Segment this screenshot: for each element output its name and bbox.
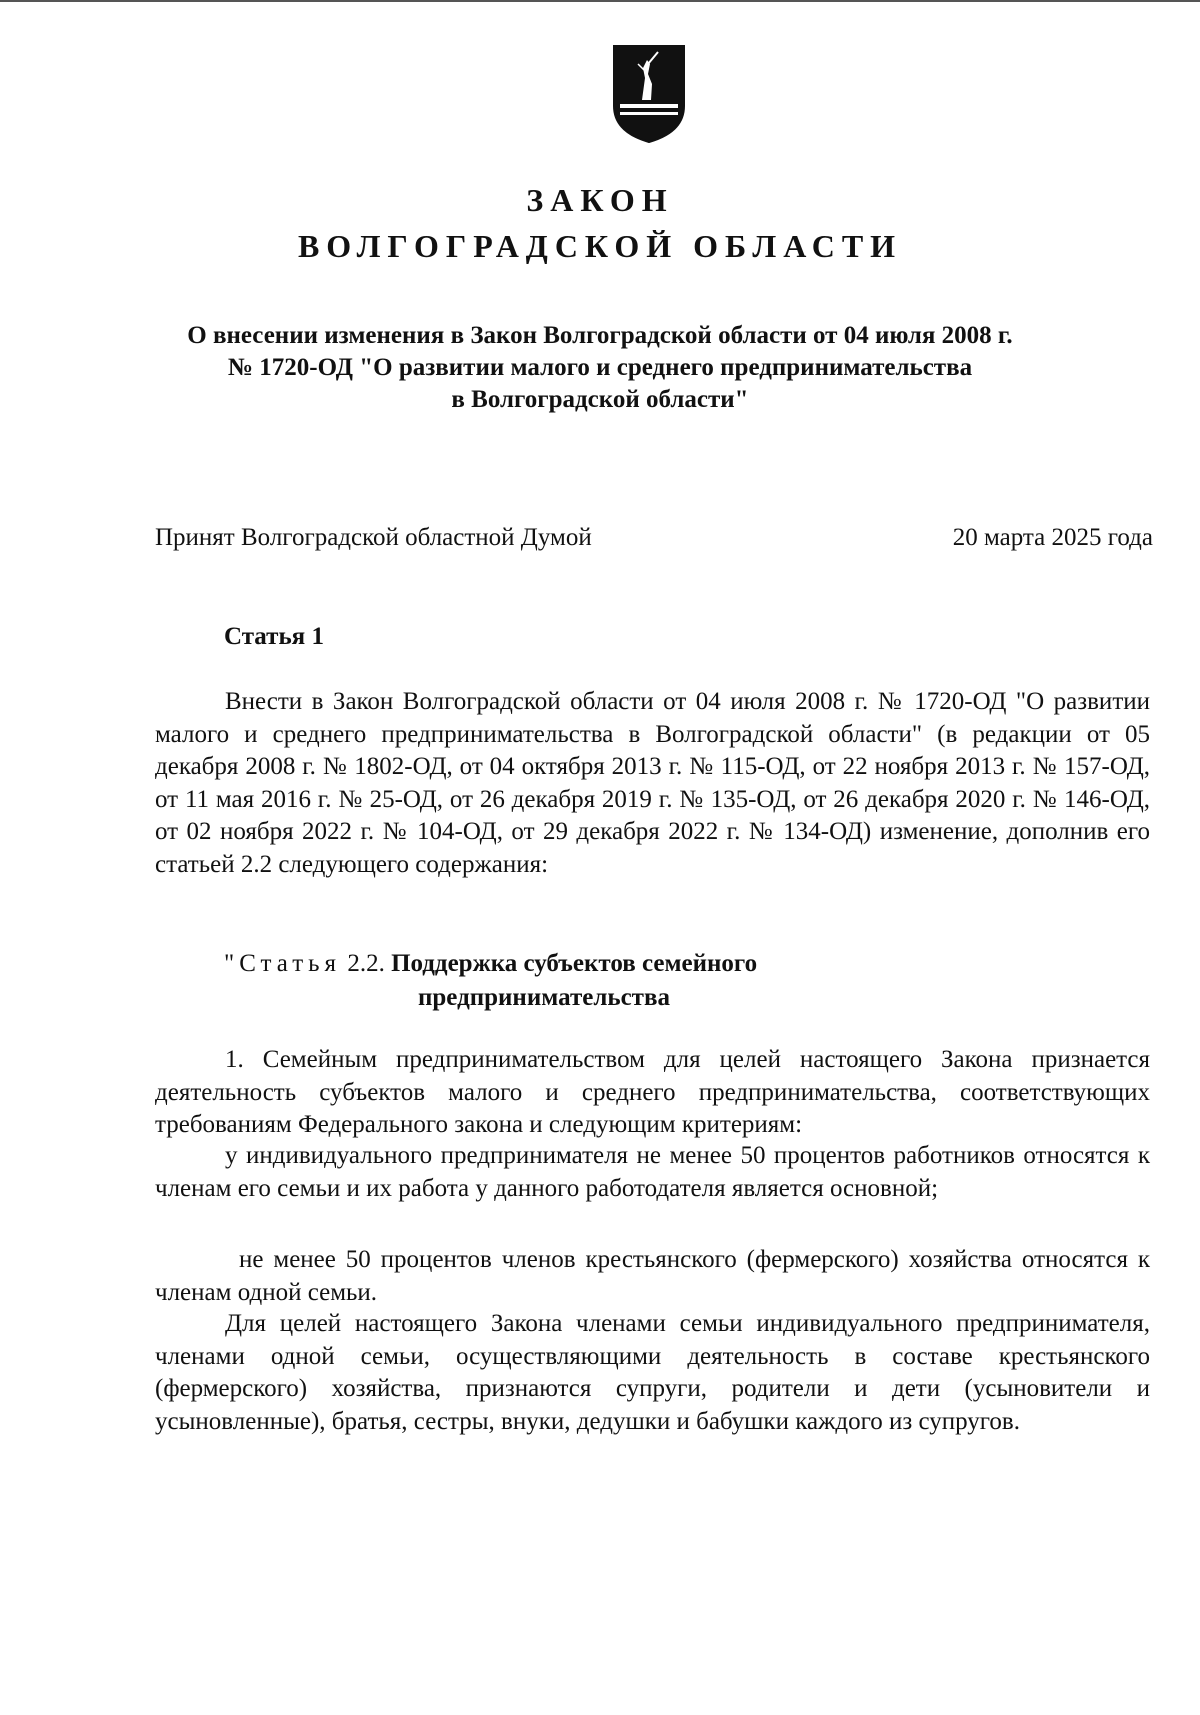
item-1-text: 1. Семейным предпринимательством для целей настоящего Закона признается деятельность субъектов малого и среднего предпринимательства, соответствующих требованиям Федерального закона и следующим критериям: — [155, 1046, 1150, 1138]
criterion-1-text: у индивидуального предпринимателя не менее 50 процентов работников относятся к членам его семьи и их работа у данного работодателя является основной; — [155, 1142, 1150, 1202]
family-definition-text: Для целей настоящего Закона членами семьи индивидуального предпринимателя, членами одной семьи, осуществляющими деятельность в составе крестьянского (фермерского) хозяйства, признаются супруги, родители и дети (усыновители и усыновленные), братья, сестры, внуки, дедушки и бабушки каждого из супругов. — [155, 1310, 1150, 1435]
article-1-text: Внести в Закон Волгоградской области от 04 июля 2008 г. № 1720-ОД "О развитии малого и среднего предпринимательства в Волгоградской области" (в редакции от 05 декабря 2008 г. № 1802-ОД, от 04 октября 2013 г. № 115-ОД, от 22 ноября 2013 г. № 157-ОД, от 11 мая 2016 г. № 25-ОД, от 26 декабря 2019 г. № 135-ОД, от 26 декабря 2020 г. № 146-ОД, от 02 ноября 2022 г. № 104-ОД, от 29 декабря 2022 г. № 134-ОД) изменение, дополнив его статьей 2.2 следующего содержания: — [155, 688, 1150, 878]
family-definition-block — [155, 1308, 1150, 1438]
item-1-block — [155, 1044, 1150, 1142]
article-1-heading: Статья 1 — [224, 623, 324, 650]
criterion-2-block — [155, 1244, 1150, 1309]
subject-line: № 1720-ОД "О развитии малого и среднего предпринимательства — [227, 354, 973, 381]
adopted-by: Принят Волгоградской областной Думой — [155, 524, 592, 551]
law-region: ВОЛГОГРАДСКОЙ ОБЛАСТИ — [297, 228, 903, 264]
law-title: ЗАКОН — [526, 182, 674, 218]
article-2-2-title-line1: Поддержка субъектов семейного — [391, 950, 758, 977]
article-2-2-title-line2: предпринимательства — [418, 984, 670, 1011]
subject-line: в Волгоградской области" — [451, 386, 749, 413]
volgograd-coat-of-arms-icon — [612, 44, 686, 144]
scan-top-edge — [0, 0, 1200, 2]
criterion-1-block — [155, 1140, 1150, 1205]
article-2-2-number: 2.2. — [347, 950, 385, 977]
criterion-2-text: не менее 50 процентов членов крестьянского (фермерского) хозяйства относятся к членам одной семьи. — [155, 1246, 1150, 1306]
article-2-2-prefix: "Статья — [224, 950, 342, 977]
law-subject — [150, 320, 1050, 416]
adoption-date: 20 марта 2025 года — [952, 524, 1153, 551]
subject-line: О внесении изменения в Закон Волгоградской области от 04 июля 2008 г. — [187, 322, 1013, 349]
article-2-2-heading — [224, 947, 757, 1015]
article-1-text-block — [155, 686, 1150, 881]
